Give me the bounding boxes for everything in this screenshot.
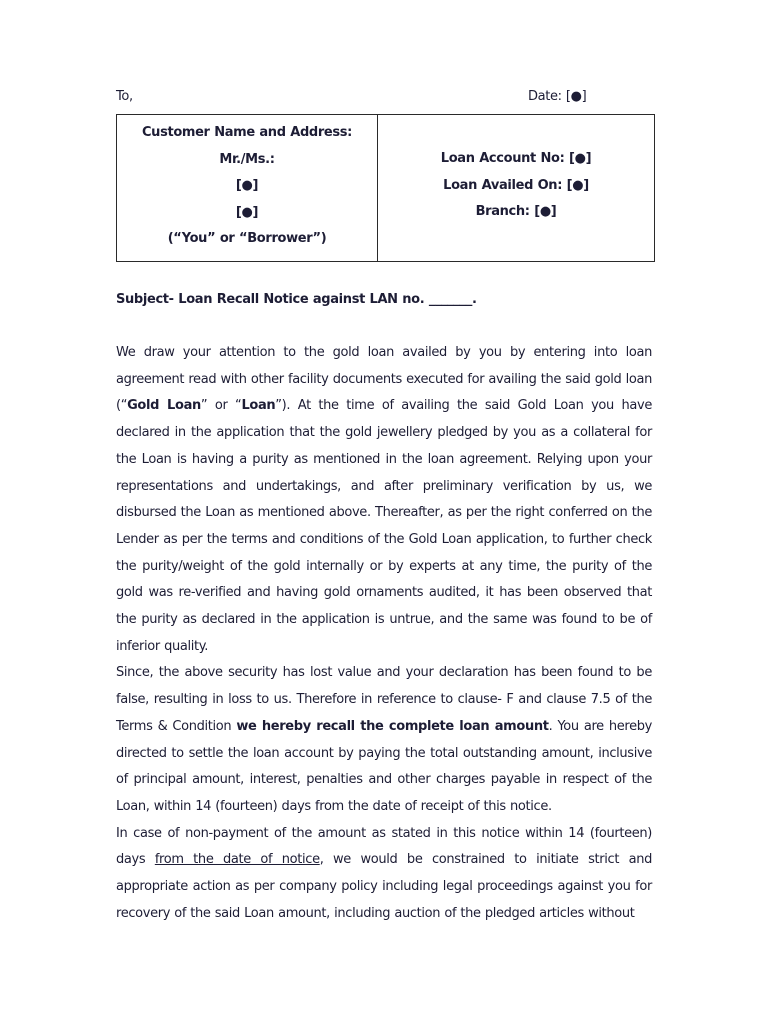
p2-bold-recall: we hereby recall the complete loan amount [236,718,549,734]
loan-availed-on: Loan Availed On: [●] [443,177,589,193]
p1-text-c: ” or “ [200,398,242,414]
p1-text-e: ”). At the time of availing the said Gold Loan you have declared in the application that the gold jewellery pledged by you as a collateral for the Loan is having a purity as mentioned in the loan agreement. Relying upon your representations and undertakings, and after preliminary verification by us, we disbursed the Loan as mentioned above. Thereafter, as per the right conferred on the Lender as per the terms and conditions of the Gold Loan application, to further check the purity/weight of the gold internally or by experts at any time, the purity of the gold was re-verified and having gold ornaments audited, it has been observed that the purity as declared in the application is untrue, and the same was found to be of inferior quality. [116,398,653,654]
loan-cell [378,115,654,261]
paragraph-1 [116,340,652,660]
p3-underlined-date: from the date of notice [154,852,320,868]
loan-branch: Branch: [●] [475,204,557,220]
customer-line-1: [●] [235,178,259,194]
p3-text-a: In case of non-payment of the amount as stated in this notice within 14 (fourteen) days [116,825,652,868]
p1-bold-gold-loan: Gold Loan [127,398,201,414]
notice-body [116,340,652,927]
paragraph-3 [116,821,652,928]
date-label: Date: [●] [528,89,587,104]
addressee-label: To, [116,89,133,104]
customer-cell [117,115,378,261]
customer-salutation: Mr./Ms.: [219,151,275,167]
subject-line: Subject- Loan Recall Notice against LAN no. _______. [116,292,477,307]
p2-text-c: . You are hereby directed to settle the loan account by paying the total outstanding amount, inclusive of principal amount, interest, penalties and other charges payable in respect of the Loan, within 14 (fourteen) days from the date of receipt of this notice. [116,718,652,814]
customer-line-2: [●] [235,204,259,220]
customer-title: Customer Name and Address: [141,125,353,140]
p1-text-a: We draw your attention to the gold loan availed by you by entering into loan agreement read with other facility documents executed for availing the said gold loan (“ [116,345,652,414]
loan-account-no: Loan Account No: [●] [440,151,592,166]
notice-page [116,84,653,921]
customer-loan-table [116,114,655,262]
header-row [116,84,652,110]
p2-text-a: Since, the above security has lost value and your declaration has been found to be false, resulting in loss to us. Therefore in reference to clause- F and clause 7.5 of the Terms & Condition [116,665,652,734]
p1-bold-loan: Loan [241,398,276,414]
paragraph-2 [116,660,652,820]
customer-alias: (“You” or “Borrower”) [167,231,327,247]
p3-text-c: , we would be constrained to initiate strict and appropriate action as per company policy including legal proceedings against you for recovery of the said Loan amount, including auction of the pledged articles without [116,852,652,921]
